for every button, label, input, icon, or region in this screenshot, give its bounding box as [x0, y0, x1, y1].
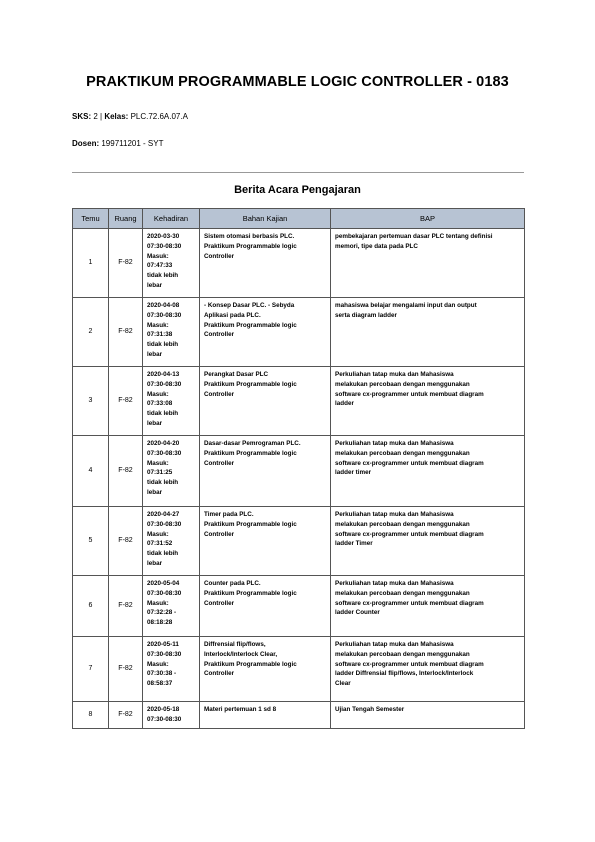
- table-row: [73, 637, 525, 702]
- cell-temu: 3: [73, 367, 109, 436]
- table-row: [73, 298, 525, 367]
- dosen-value: 199711201 - SYT: [99, 139, 164, 148]
- cell-bap: Perkuliahan tatap muka dan Mahasiswa melakukan percobaan dengan menggunakan software cx-programmer untuk membuat diagram ladder Timer: [331, 507, 525, 576]
- kelas-label: Kelas:: [104, 112, 129, 121]
- table-row: [73, 436, 525, 507]
- sks-label: SKS:: [72, 112, 92, 121]
- lecturer-meta: [72, 139, 163, 148]
- sks-value: 2 |: [91, 112, 105, 121]
- cell-bahan-kajian: Diffrensial flip/flows, Interlock/Interlock Clear, Praktikum Programmable logic Controller: [200, 637, 331, 702]
- cell-kehadiran: 2020-04-27 07:30-08:30 Masuk: 07:31:52 tidak lebih lebar: [143, 507, 200, 576]
- cell-bahan-kajian: Perangkat Dasar PLC Praktikum Programmable logic Controller: [200, 367, 331, 436]
- dosen-label: Dosen:: [72, 139, 100, 148]
- cell-ruang: F-82: [109, 298, 143, 367]
- header-bahan-kajian: Bahan Kajian: [200, 209, 331, 229]
- cell-bahan-kajian: Dasar-dasar Pemrograman PLC. Praktikum Programmable logic Controller: [200, 436, 331, 507]
- cell-kehadiran: 2020-05-18 07:30-08:30: [143, 702, 200, 729]
- cell-temu: 8: [73, 702, 109, 729]
- cell-temu: 5: [73, 507, 109, 576]
- cell-ruang: F-82: [109, 702, 143, 729]
- cell-temu: 4: [73, 436, 109, 507]
- cell-temu: 7: [73, 637, 109, 702]
- cell-kehadiran: 2020-03-30 07:30-08:30 Masuk: 07:47:33 tidak lebih lebar: [143, 229, 200, 298]
- teaching-record-table: [72, 208, 525, 729]
- cell-ruang: F-82: [109, 637, 143, 702]
- course-meta: [72, 112, 188, 121]
- cell-bahan-kajian: - Konsep Dasar PLC. - Sebyda Aplikasi pada PLC. Praktikum Programmable logic Controller: [200, 298, 331, 367]
- table-row: [73, 229, 525, 298]
- cell-ruang: F-82: [109, 576, 143, 637]
- cell-bap: pembekajaran pertemuan dasar PLC tentang definisi memori, tipe data pada PLC: [331, 229, 525, 298]
- kelas-value: PLC.72.6A.07.A: [128, 112, 188, 121]
- divider: [72, 172, 524, 173]
- cell-ruang: F-82: [109, 367, 143, 436]
- cell-temu: 1: [73, 229, 109, 298]
- table-row: [73, 576, 525, 637]
- cell-bap: Perkuliahan tatap muka dan Mahasiswa melakukan percobaan dengan menggunakan software cx-programmer untuk membuat diagram ladder timer: [331, 436, 525, 507]
- cell-bahan-kajian: Counter pada PLC. Praktikum Programmable logic Controller: [200, 576, 331, 637]
- cell-bap: Ujian Tengah Semester: [331, 702, 525, 729]
- cell-ruang: F-82: [109, 436, 143, 507]
- cell-kehadiran: 2020-04-20 07:30-08:30 Masuk: 07:31:25 tidak lebih lebar: [143, 436, 200, 507]
- table-header-row: [73, 209, 525, 229]
- document-title: PRAKTIKUM PROGRAMMABLE LOGIC CONTROLLER - 0183: [86, 74, 509, 90]
- section-title: Berita Acara Pengajaran: [234, 184, 361, 196]
- cell-temu: 6: [73, 576, 109, 637]
- header-ruang: Ruang: [109, 209, 143, 229]
- cell-ruang: F-82: [109, 229, 143, 298]
- table-row: [73, 702, 525, 729]
- cell-bahan-kajian: Timer pada PLC. Praktikum Programmable logic Controller: [200, 507, 331, 576]
- cell-kehadiran: 2020-04-13 07:30-08:30 Masuk: 07:33:08 tidak lebih lebar: [143, 367, 200, 436]
- cell-kehadiran: 2020-04-08 07:30-08:30 Masuk: 07:31:38 tidak lebih lebar: [143, 298, 200, 367]
- table-row: [73, 367, 525, 436]
- cell-bahan-kajian: Sistem otomasi berbasis PLC. Praktikum Programmable logic Controller: [200, 229, 331, 298]
- header-temu: Temu: [73, 209, 109, 229]
- cell-bap: Perkuliahan tatap muka dan Mahasiswa melakukan percobaan dengan menggunakan software cx-programmer untuk membuat diagram ladder: [331, 367, 525, 436]
- cell-kehadiran: 2020-05-04 07:30-08:30 Masuk: 07:32:28 - 08:18:28: [143, 576, 200, 637]
- cell-temu: 2: [73, 298, 109, 367]
- header-bap: BAP: [331, 209, 525, 229]
- cell-ruang: F-82: [109, 507, 143, 576]
- cell-kehadiran: 2020-05-11 07:30-08:30 Masuk: 07:30:38 - 08:58:37: [143, 637, 200, 702]
- cell-bahan-kajian: Materi pertemuan 1 sd 8: [200, 702, 331, 729]
- cell-bap: Perkuliahan tatap muka dan Mahasiswa melakukan percobaan dengan menggunakan software cx-programmer untuk membuat diagram ladder Diffrensial flip/flows, Interlock/Interlock Clear: [331, 637, 525, 702]
- cell-bap: mahasiswa belajar mengalami input dan output serta diagram ladder: [331, 298, 525, 367]
- header-kehadiran: Kehadiran: [143, 209, 200, 229]
- table-row: [73, 507, 525, 576]
- cell-bap: Perkuliahan tatap muka dan Mahasiswa melakukan percobaan dengan menggunakan software cx-programmer untuk membuat diagram ladder Counter: [331, 576, 525, 637]
